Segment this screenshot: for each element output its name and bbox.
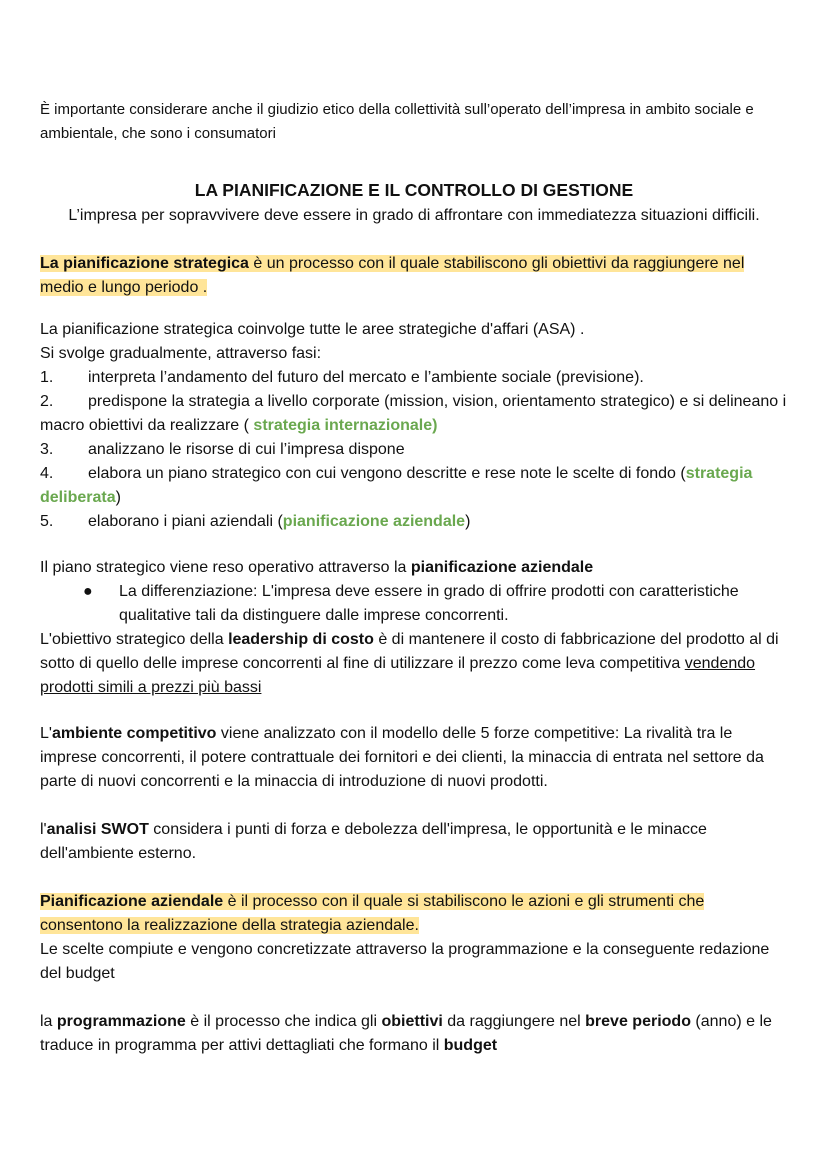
swot-paragraph bbox=[40, 818, 788, 866]
programming-text: (anno) e le traduce in programma per attivi dettagliati che formano il bbox=[40, 1013, 772, 1054]
cost-leadership-underline: vendendo prodotti simili a prezzi più bassi bbox=[40, 655, 756, 696]
operational-plan-text: Il piano strategico viene reso operativo attraverso la bbox=[40, 559, 411, 576]
phase-item bbox=[40, 510, 788, 534]
phase-text: predispone la strategia a livello corporate (mission, vision, orientamento strategico) e si delineano i macro obiettivi da realizzare ( bbox=[40, 393, 787, 434]
competitive-text: L' bbox=[40, 725, 52, 742]
operational-plan-term: pianificazione aziendale bbox=[410, 559, 594, 576]
strategic-planning-term: La pianificazione strategica bbox=[40, 255, 249, 272]
cost-leadership-text: è di mantenere il costo di fabbricazione del prodotto al di sotto di quello delle imprese concorrenti al fine di utilizzare il prezzo come leva competitiva bbox=[40, 631, 779, 672]
phase-text: interpreta l’andamento del futuro del mercato e l’ambiente sociale (previsione). bbox=[88, 369, 644, 386]
phase-number: 3. bbox=[40, 441, 54, 458]
bullet-text: La differenziazione: L'impresa deve essere in grado di offrire prodotti con caratteristiche qualitative tali da distinguere dalle imprese concorrenti. bbox=[119, 583, 739, 624]
programming-term: obiettivi bbox=[381, 1013, 443, 1030]
company-planning-definition bbox=[40, 890, 788, 938]
company-planning-follow: Le scelte compiute e vengono concretizzate attraverso la programmazione e la conseguente redazione del budget bbox=[40, 941, 770, 982]
phases-intro-line: La pianificazione strategica coinvolge tutte le aree strategiche d'affari (ASA) . bbox=[40, 321, 585, 338]
phase-highlight: strategia internazionale) bbox=[248, 417, 438, 434]
bullet-icon: ● bbox=[83, 583, 93, 600]
competitive-term: ambiente competitivo bbox=[51, 725, 217, 742]
phase-number: 1. bbox=[40, 369, 54, 386]
phase-number: 5. bbox=[40, 513, 54, 530]
swot-text: l' bbox=[40, 821, 47, 838]
programming-term: programmazione bbox=[56, 1013, 186, 1030]
list-item bbox=[83, 580, 788, 628]
strategic-planning-text: è un processo con il quale stabiliscono gli obiettivi da raggiungere nel medio e lungo periodo . bbox=[40, 255, 745, 296]
company-planning-term: Pianificazione aziendale bbox=[40, 893, 224, 910]
cost-leadership-text: L'obiettivo strategico della bbox=[40, 631, 229, 648]
cost-leadership-term: leadership di costo bbox=[228, 631, 374, 648]
competitive-text: viene analizzato con il modello delle 5 forze competitive: La rivalità tra le imprese concorrenti, il potere contrattuale dei fornitori e dei clienti, la minaccia di entrata nel settore da parte di nuovi concorrenti e la minaccia di introduzione di nuovi prodotti. bbox=[40, 725, 764, 790]
competitive-environment-paragraph bbox=[40, 722, 788, 794]
phase-number: 4. bbox=[40, 465, 54, 482]
operational-plan-line bbox=[40, 556, 788, 580]
swot-text: considera i punti di forza e debolezza dell'impresa, le opportunità e le minacce dell'ambiente esterno. bbox=[40, 821, 707, 862]
phase-item bbox=[40, 366, 788, 390]
page-subtitle: L’impresa per sopravvivere deve essere in grado di affrontare con immediatezza situazioni difficili. bbox=[68, 207, 760, 224]
programming-paragraph bbox=[40, 1010, 788, 1058]
phase-item bbox=[40, 390, 788, 438]
cost-leadership-paragraph bbox=[40, 628, 788, 700]
phase-number: 2. bbox=[40, 393, 54, 410]
phase-item bbox=[40, 438, 788, 462]
page-title: LA PIANIFICAZIONE E IL CONTROLLO DI GESTIONE bbox=[194, 180, 634, 200]
strategic-planning-definition bbox=[40, 252, 788, 300]
phase-text-after: ) bbox=[115, 489, 121, 506]
phase-item bbox=[40, 462, 788, 510]
programming-term: breve periodo bbox=[585, 1013, 691, 1030]
swot-term: analisi SWOT bbox=[46, 821, 149, 838]
programming-term: budget bbox=[443, 1037, 498, 1054]
programming-text: la bbox=[40, 1013, 57, 1030]
programming-text: da raggiungere nel bbox=[442, 1013, 586, 1030]
phase-text: elabora un piano strategico con cui vengono descritte e rese note le scelte di fondo ( bbox=[88, 465, 686, 482]
phase-text: analizzano le risorse di cui l’impresa dispone bbox=[88, 441, 405, 458]
intro-paragraph: È importante considerare anche il giudizio etico della collettività sull’operato dell’impresa in ambito sociale e ambientale, che sono i consumatori bbox=[40, 101, 754, 142]
phase-highlight: strategia deliberata bbox=[40, 465, 753, 506]
phase-text: elaborano i piani aziendali ( bbox=[88, 513, 283, 530]
company-planning-text: è il processo con il quale si stabiliscono le azioni e gli strumenti che consentono la realizzazione della strategia aziendale. bbox=[40, 893, 705, 934]
phases-intro-line: Si svolge gradualmente, attraverso fasi: bbox=[40, 345, 322, 362]
phase-highlight: pianificazione aziendale bbox=[282, 513, 466, 530]
programming-text: è il processo che indica gli bbox=[185, 1013, 382, 1030]
phase-text-after: ) bbox=[465, 513, 471, 530]
